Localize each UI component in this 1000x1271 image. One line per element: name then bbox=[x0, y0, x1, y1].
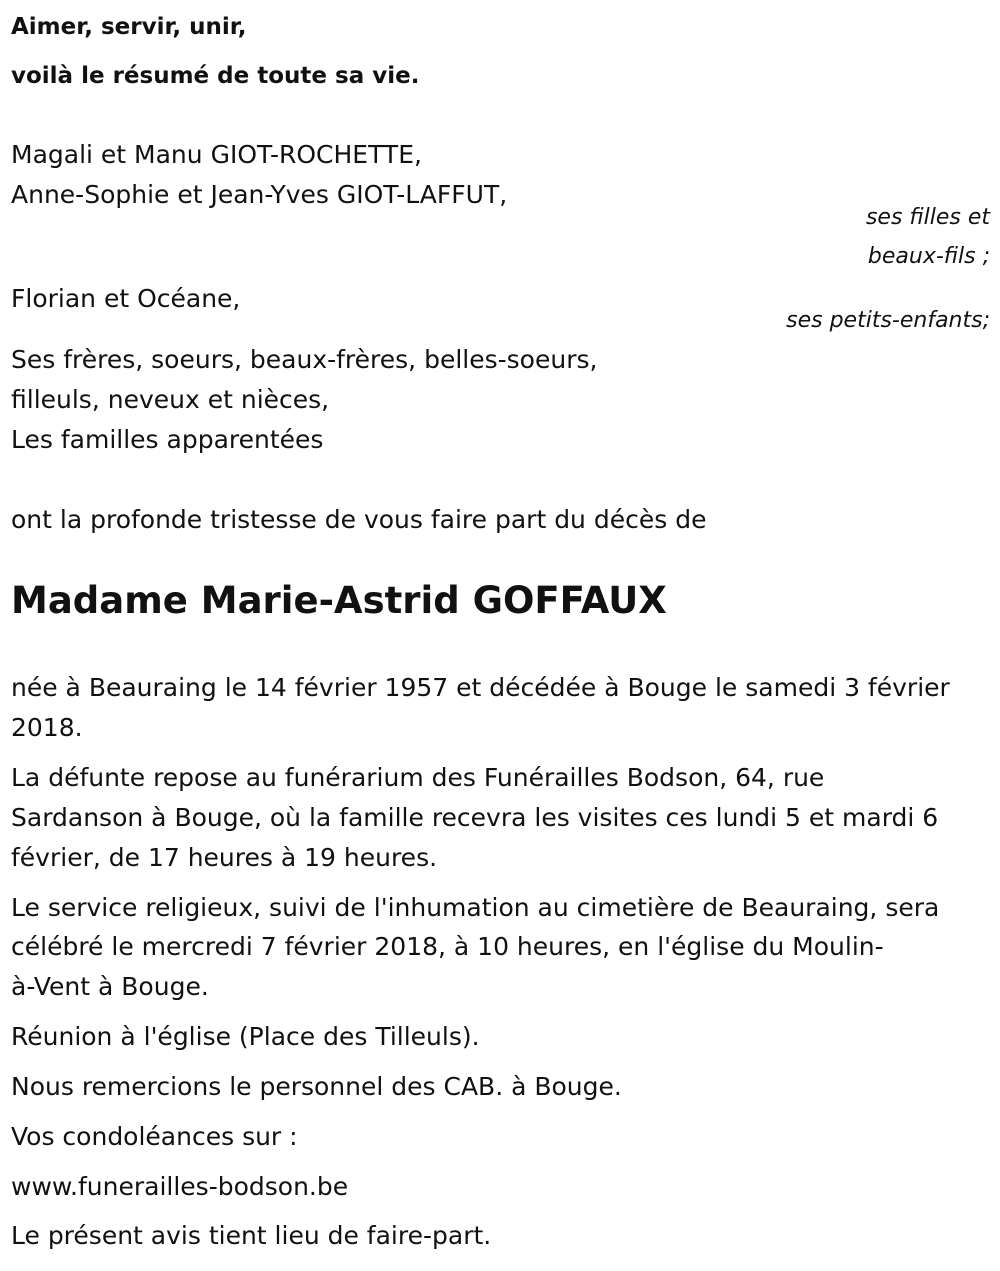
birth-death-line-2: 2018. bbox=[11, 713, 83, 742]
thanks-text: Nous remercions le personnel des CAB. à Bouge. bbox=[11, 1072, 622, 1101]
birth-death-line-1: née à Beauraing le 14 février 1957 et décédée à Bouge le samedi 3 février bbox=[11, 673, 950, 702]
daughter-couple-2: Anne-Sophie et Jean-Yves GIOT-LAFFUT, bbox=[11, 180, 508, 209]
website-link[interactable]: www.funerailles-bodson.be bbox=[11, 1172, 349, 1201]
service-line-3: à-Vent à Bouge. bbox=[11, 972, 209, 1001]
deceased-name: Madame Marie-Astrid GOFFAUX bbox=[11, 579, 667, 622]
daughter-couple-1: Magali et Manu GIOT-ROCHETTE, bbox=[11, 140, 422, 169]
service-line-2: célébré le mercredi 7 février 2018, à 10 heures, en l'église du Moulin- bbox=[11, 932, 884, 961]
relatives-line-3: Les familles apparentées bbox=[11, 425, 324, 454]
visitation-line-3: février, de 17 heures à 19 heures. bbox=[11, 843, 438, 872]
grandchildren: Florian et Océane, bbox=[11, 284, 241, 313]
condolences-label: Vos condoléances sur : bbox=[11, 1122, 298, 1151]
motto-line-2: voilà le résumé de toute sa vie. bbox=[11, 63, 420, 89]
announcement-text: ont la profonde tristesse de vous faire part du décès de bbox=[11, 505, 707, 534]
motto-line-1: Aimer, servir, unir, bbox=[11, 14, 247, 40]
daughters-role-line-2: beaux-fils ; bbox=[867, 244, 990, 269]
service-line-1: Le service religieux, suivi de l'inhumation au cimetière de Beauraing, sera bbox=[11, 893, 940, 922]
visitation-line-1: La défunte repose au funérarium des Funérailles Bodson, 64, rue bbox=[11, 763, 825, 792]
daughters-role-line-1: ses filles et bbox=[865, 205, 990, 230]
grandchildren-role: ses petits-enfants; bbox=[786, 308, 990, 333]
meeting-text: Réunion à l'église (Place des Tilleuls). bbox=[11, 1022, 480, 1051]
relatives-line-1: Ses frères, soeurs, beaux-frères, belles-soeurs, bbox=[11, 345, 598, 374]
closing-text: Le présent avis tient lieu de faire-part. bbox=[11, 1221, 492, 1250]
relatives-line-2: filleuls, neveux et nièces, bbox=[11, 385, 330, 414]
visitation-line-2: Sardanson à Bouge, où la famille recevra les visites ces lundi 5 et mardi 6 bbox=[11, 803, 939, 832]
